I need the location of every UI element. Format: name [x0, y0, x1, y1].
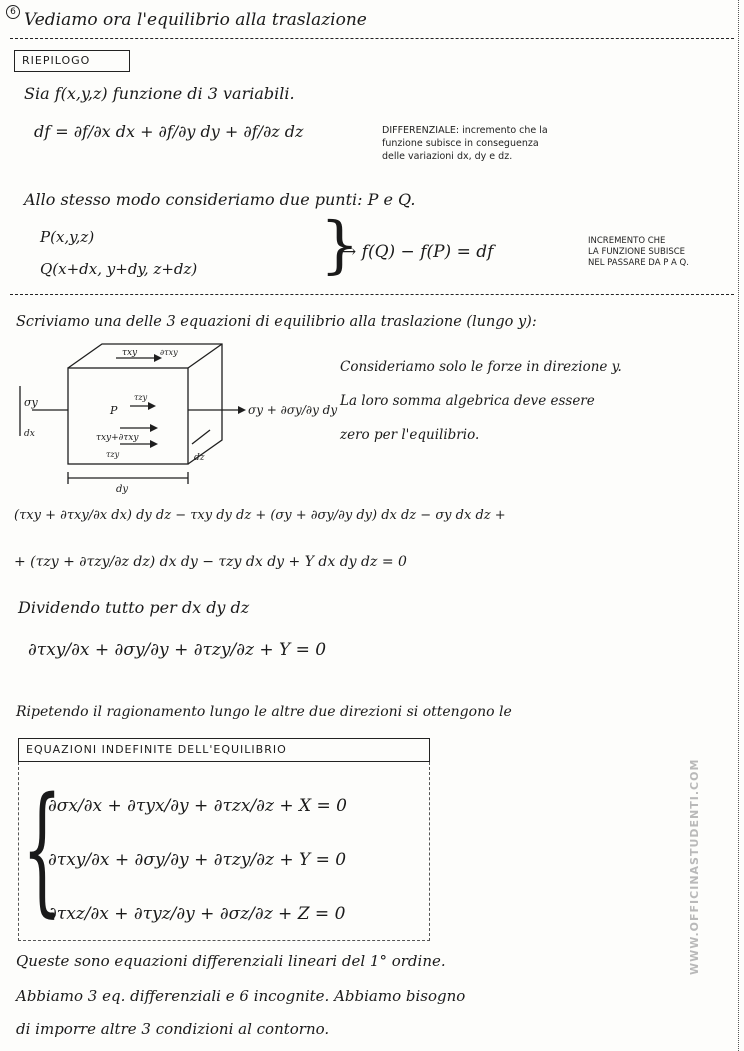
- increment-result: → f(Q) − f(P) = df: [342, 242, 494, 262]
- points-brace: }: [320, 208, 360, 281]
- divider-top: [10, 38, 734, 39]
- equilibrium-equation-line-2: + (τzy + ∂τzy/∂z dz) dx dy − τzy dx dy + Y dx dy dz = 0: [14, 554, 407, 570]
- cube-label-low2: τzy: [106, 450, 120, 459]
- equilibrium-equation-line-1: (τxy + ∂τxy/∂x dx) dy dz − τxy dy dz + (σy + ∂σy/∂y dy) dx dz − σy dx dz +: [14, 508, 506, 523]
- equations-system-brace: {: [22, 768, 63, 931]
- page-margin-line: [738, 0, 739, 1051]
- recap-line-2: Allo stesso modo consideriamo due punti: P e Q.: [24, 190, 416, 209]
- closing-line-1: Queste sono equazioni differenziali lineari del 1° ordine.: [16, 952, 446, 970]
- equation-x: ∂σx/∂x + ∂τyx/∂y + ∂τzx/∂z + X = 0: [48, 796, 347, 816]
- cube-label-bottom: dy: [116, 484, 129, 495]
- cube-label-mid: τzy: [134, 393, 148, 402]
- cube-label-center: P: [110, 404, 118, 417]
- force-description: Consideriamo solo le forze in direzione y. La loro somma algebrica deve essere zero per l'equilibrio.: [340, 359, 622, 443]
- differential-equation: df = ∂f/∂x dx + ∂f/∂y dy + ∂f/∂z dz: [34, 122, 304, 141]
- recap-heading: RIEPILOGO: [22, 54, 91, 67]
- watermark: WWW.OFFICINASTUDENTI.COM: [688, 758, 701, 975]
- simplified-equation: ∂τxy/∂x + ∂σy/∂y + ∂τzy/∂z + Y = 0: [28, 640, 327, 660]
- point-p: P(x,y,z): [40, 228, 95, 246]
- closing-line-2: Abbiamo 3 eq. differenziali e 6 incognite. Abbiamo bisogno: [16, 987, 466, 1005]
- equation-z: ∂τxz/∂x + ∂τyz/∂y + ∂σz/∂z + Z = 0: [48, 904, 346, 924]
- section-number-circle: 6: [6, 5, 20, 19]
- cube-label-side: dz: [194, 453, 205, 463]
- recap-line-1: Sia f(x,y,z) funzione di 3 variabili.: [24, 84, 295, 103]
- repeat-reasoning: Ripetendo il ragionamento lungo le altre due direzioni si ottengono le: [16, 704, 512, 720]
- cube-label-left: σy: [24, 396, 38, 409]
- differential-note: DIFFERENZIALE: incremento che la funzione subisce in conseguenza delle variazioni dx, dy e dz.: [382, 125, 548, 162]
- page-title: Vediamo ora l'equilibrio alla traslazione: [24, 10, 367, 30]
- cube-label-left2: dx: [24, 429, 35, 439]
- element-cube-diagram: [10, 336, 350, 496]
- closing-line-3: di imporre altre 3 condizioni al contorno.: [16, 1020, 330, 1038]
- point-q: Q(x+dx, y+dy, z+dz): [40, 260, 198, 278]
- equilibrium-intro: Scriviamo una delle 3 equazioni di equilibrio alla traslazione (lungo y):: [16, 314, 537, 330]
- cube-label-top2: ∂τxy: [160, 348, 178, 357]
- cube-label-right: σy + ∂σy/∂y dy: [248, 403, 338, 417]
- cube-label-top1: τxy: [122, 348, 138, 358]
- equation-y: ∂τxy/∂x + ∂σy/∂y + ∂τzy/∂z + Y = 0: [48, 850, 347, 870]
- divider-middle: [10, 294, 734, 295]
- cube-label-lower: τxy+∂τxy: [96, 433, 139, 443]
- divide-text: Dividendo tutto per dx dy dz: [18, 598, 250, 617]
- equations-heading: EQUAZIONI INDEFINITE DELL'EQUILIBRIO: [26, 743, 287, 756]
- increment-note: INCREMENTO CHE LA FUNZIONE SUBISCE NEL PASSARE DA P A Q.: [588, 236, 689, 268]
